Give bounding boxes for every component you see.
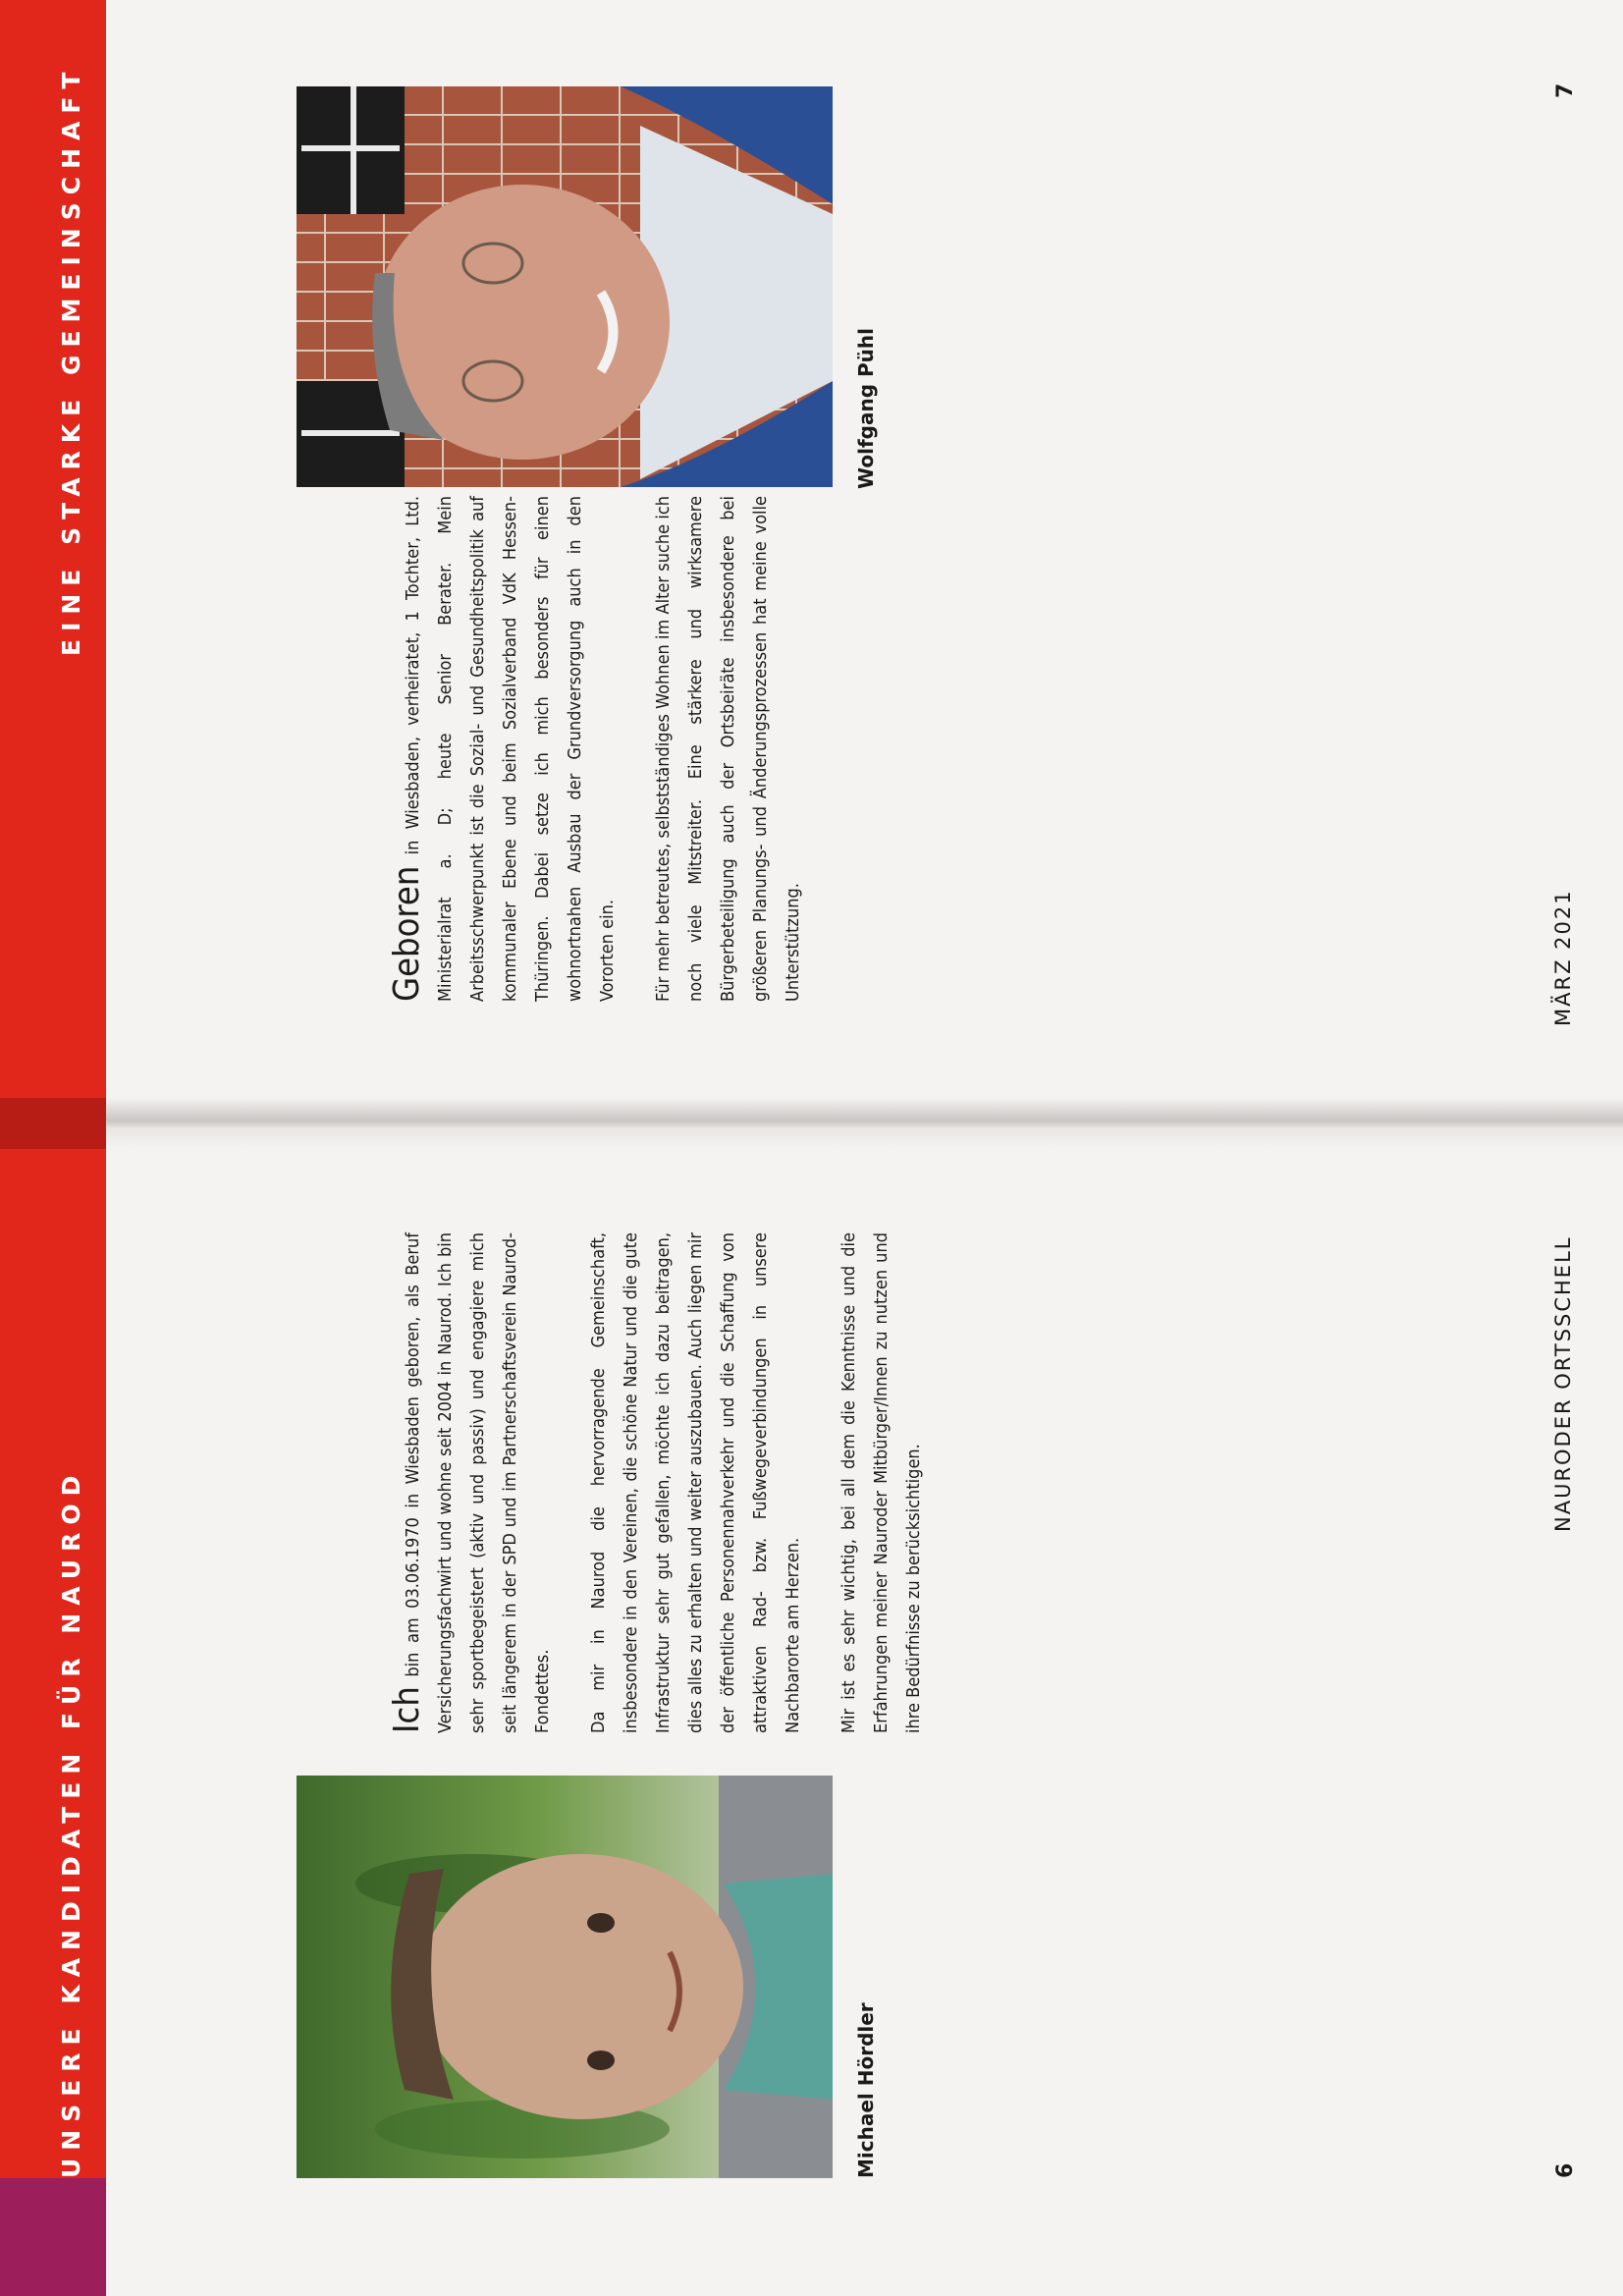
purple-band-accent — [0, 2178, 106, 2296]
bio-paragraph-3: Mir ist es sehr wichtig, bei all dem die Kenntnisse und die Erfahrungen meiner Nauroder Mitbürger/Innen zu nutzen und ihre Bedürfnisse zu berücksichtigen. — [839, 1232, 924, 1733]
bio-paragraph-2: Da mir in Naurod die hervorragende Gemeinschaft, insbesondere in den Vereinen, die schöne Natur und die gute Infrastruktur sehr gut gefallen, möchte ich dazu beitragen, dies alles zu erhalten und weiter auszubauen. Auch liegen mir der öffentliche Personennahverkehr und die Schaffung von attraktiven Rad- bzw. Fußwegeverbindungen in unsere Nachbarorte am Herzen. — [588, 1232, 803, 1733]
photo-wolfgang-puehl — [297, 86, 833, 487]
footer-title: NAURODER ORTSSCHELL — [1551, 1235, 1575, 1532]
page-number-right: 7 — [1553, 82, 1578, 98]
caption-michael-hoerdler: Michael Hördler — [854, 2002, 878, 2178]
bio-wolfgang-puehl — [387, 496, 833, 1002]
bio-paragraph-1: Geboren in Wiesbaden, verheiratet, 1 Tochter, Ltd. Ministerialrat a. D; heute Senior Berater. Mein Arbeitsschwerpunkt ist die Sozial- und Gesundheitspolitik auf kommunaler Ebene und beim Sozialverband VdK Hessen-Thüringen. Dabei setze ich mich besonders für einen wohnortnahen Ausbau der Grundversorgung auch in den Vororten ein. — [387, 496, 618, 1002]
portrait-illustration — [297, 86, 833, 487]
bio-paragraph-1: Ich bin am 03.06.1970 in Wiesbaden geboren, als Beruf Versicherungsfachwirt und wohne seit 2004 in Naurod. Ich bin sehr sportbegeistert (aktiv und passiv) und engagiere mich seit längerem in der SPD und im Partnerschaftsverein Naurod-Fondettes. — [387, 1232, 553, 1733]
page-fold — [0, 1098, 1623, 1149]
caption-wolfgang-puehl: Wolfgang Pühl — [854, 328, 878, 489]
page-number-left: 6 — [1553, 2162, 1578, 2178]
portrait-illustration — [297, 1776, 833, 2178]
photo-michael-hoerdler — [297, 1776, 833, 2178]
lead-word: Ich — [387, 1686, 427, 1733]
section-title-right: EINE STARKE GEMEINSCHAFT — [57, 64, 85, 656]
lead-word: Geboren — [387, 865, 427, 1002]
bio-paragraph-2: Für mehr betreutes, selbstständiges Wohnen im Alter suche ich noch viele Mitstreiter. Eine stärkere und wirksamere Bürgerbeteiligung auch der Ortsbeiräte insbesondere bei größeren Planungs- und Änderungsprozessen hat meine volle Unterstützung. — [653, 496, 803, 1002]
bio-michael-hoerdler — [387, 1232, 953, 1733]
footer-date: MÄRZ 2021 — [1551, 889, 1575, 1026]
section-title-left: UNSERE KANDIDATEN FÜR NAUROD — [57, 1467, 85, 2178]
page-fold-band — [0, 1098, 106, 1149]
